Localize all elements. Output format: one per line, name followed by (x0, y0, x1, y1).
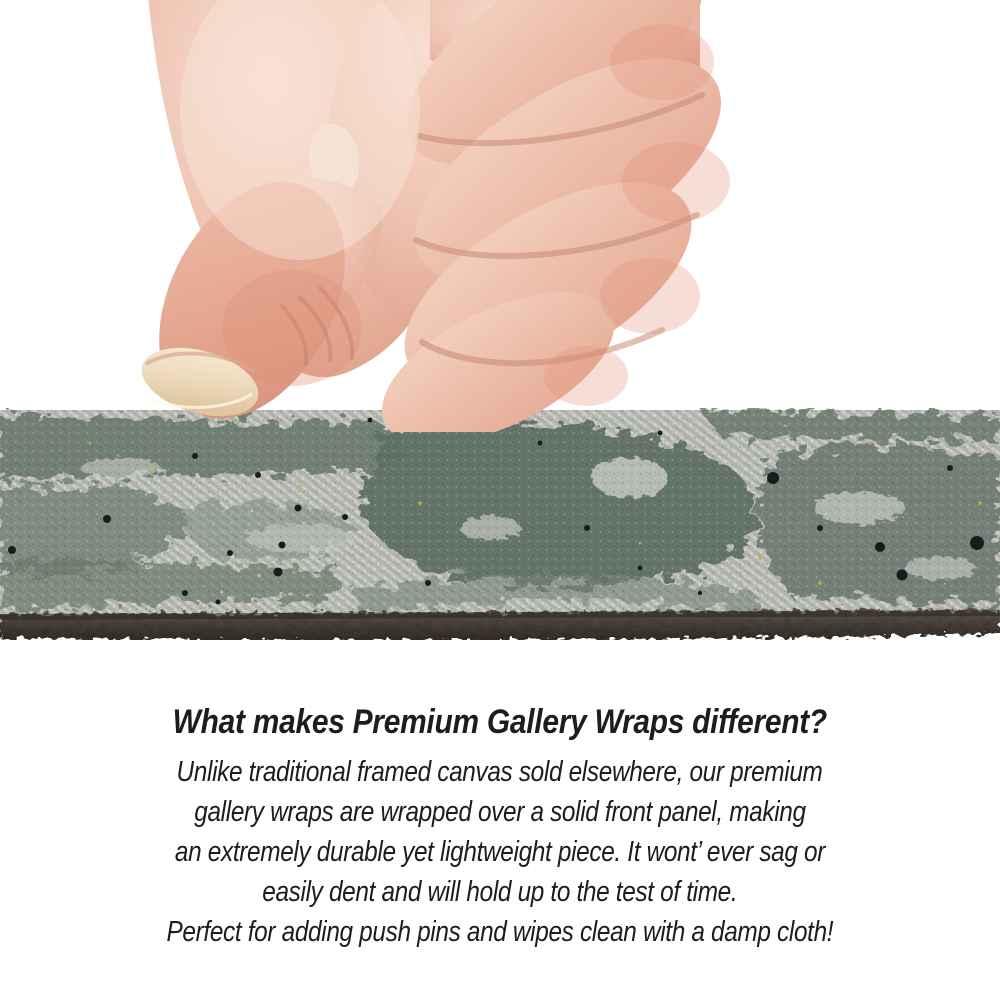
page-title: What makes Premium Gallery Wraps different? (172, 703, 828, 741)
description-line: Perfect for adding push pins and wipes clean with a damp cloth! (166, 916, 834, 948)
description-block (0, 700, 1000, 952)
hand-pressing-illustration (0, 0, 1000, 432)
canvas-edge-strip (0, 408, 1000, 640)
palm (148, 0, 472, 377)
description-line: easily dent and will hold up to the test of time. (262, 876, 738, 908)
finger-creases (416, 95, 702, 363)
description-line: an extremely durable yet lightweight piece. It wont’ ever sag or (174, 836, 826, 868)
thumb (122, 151, 383, 432)
index-fingernail (304, 121, 364, 199)
hand-photo (0, 0, 1000, 432)
description-line: gallery wraps are wrapped over a solid front panel, making (194, 796, 806, 828)
canvas-texture-illustration (0, 408, 1000, 640)
description-line: Unlike traditional framed canvas sold elsewhere, our premium (177, 756, 823, 788)
curled-fingers (359, 0, 756, 432)
knuckle-shading (544, 24, 730, 406)
